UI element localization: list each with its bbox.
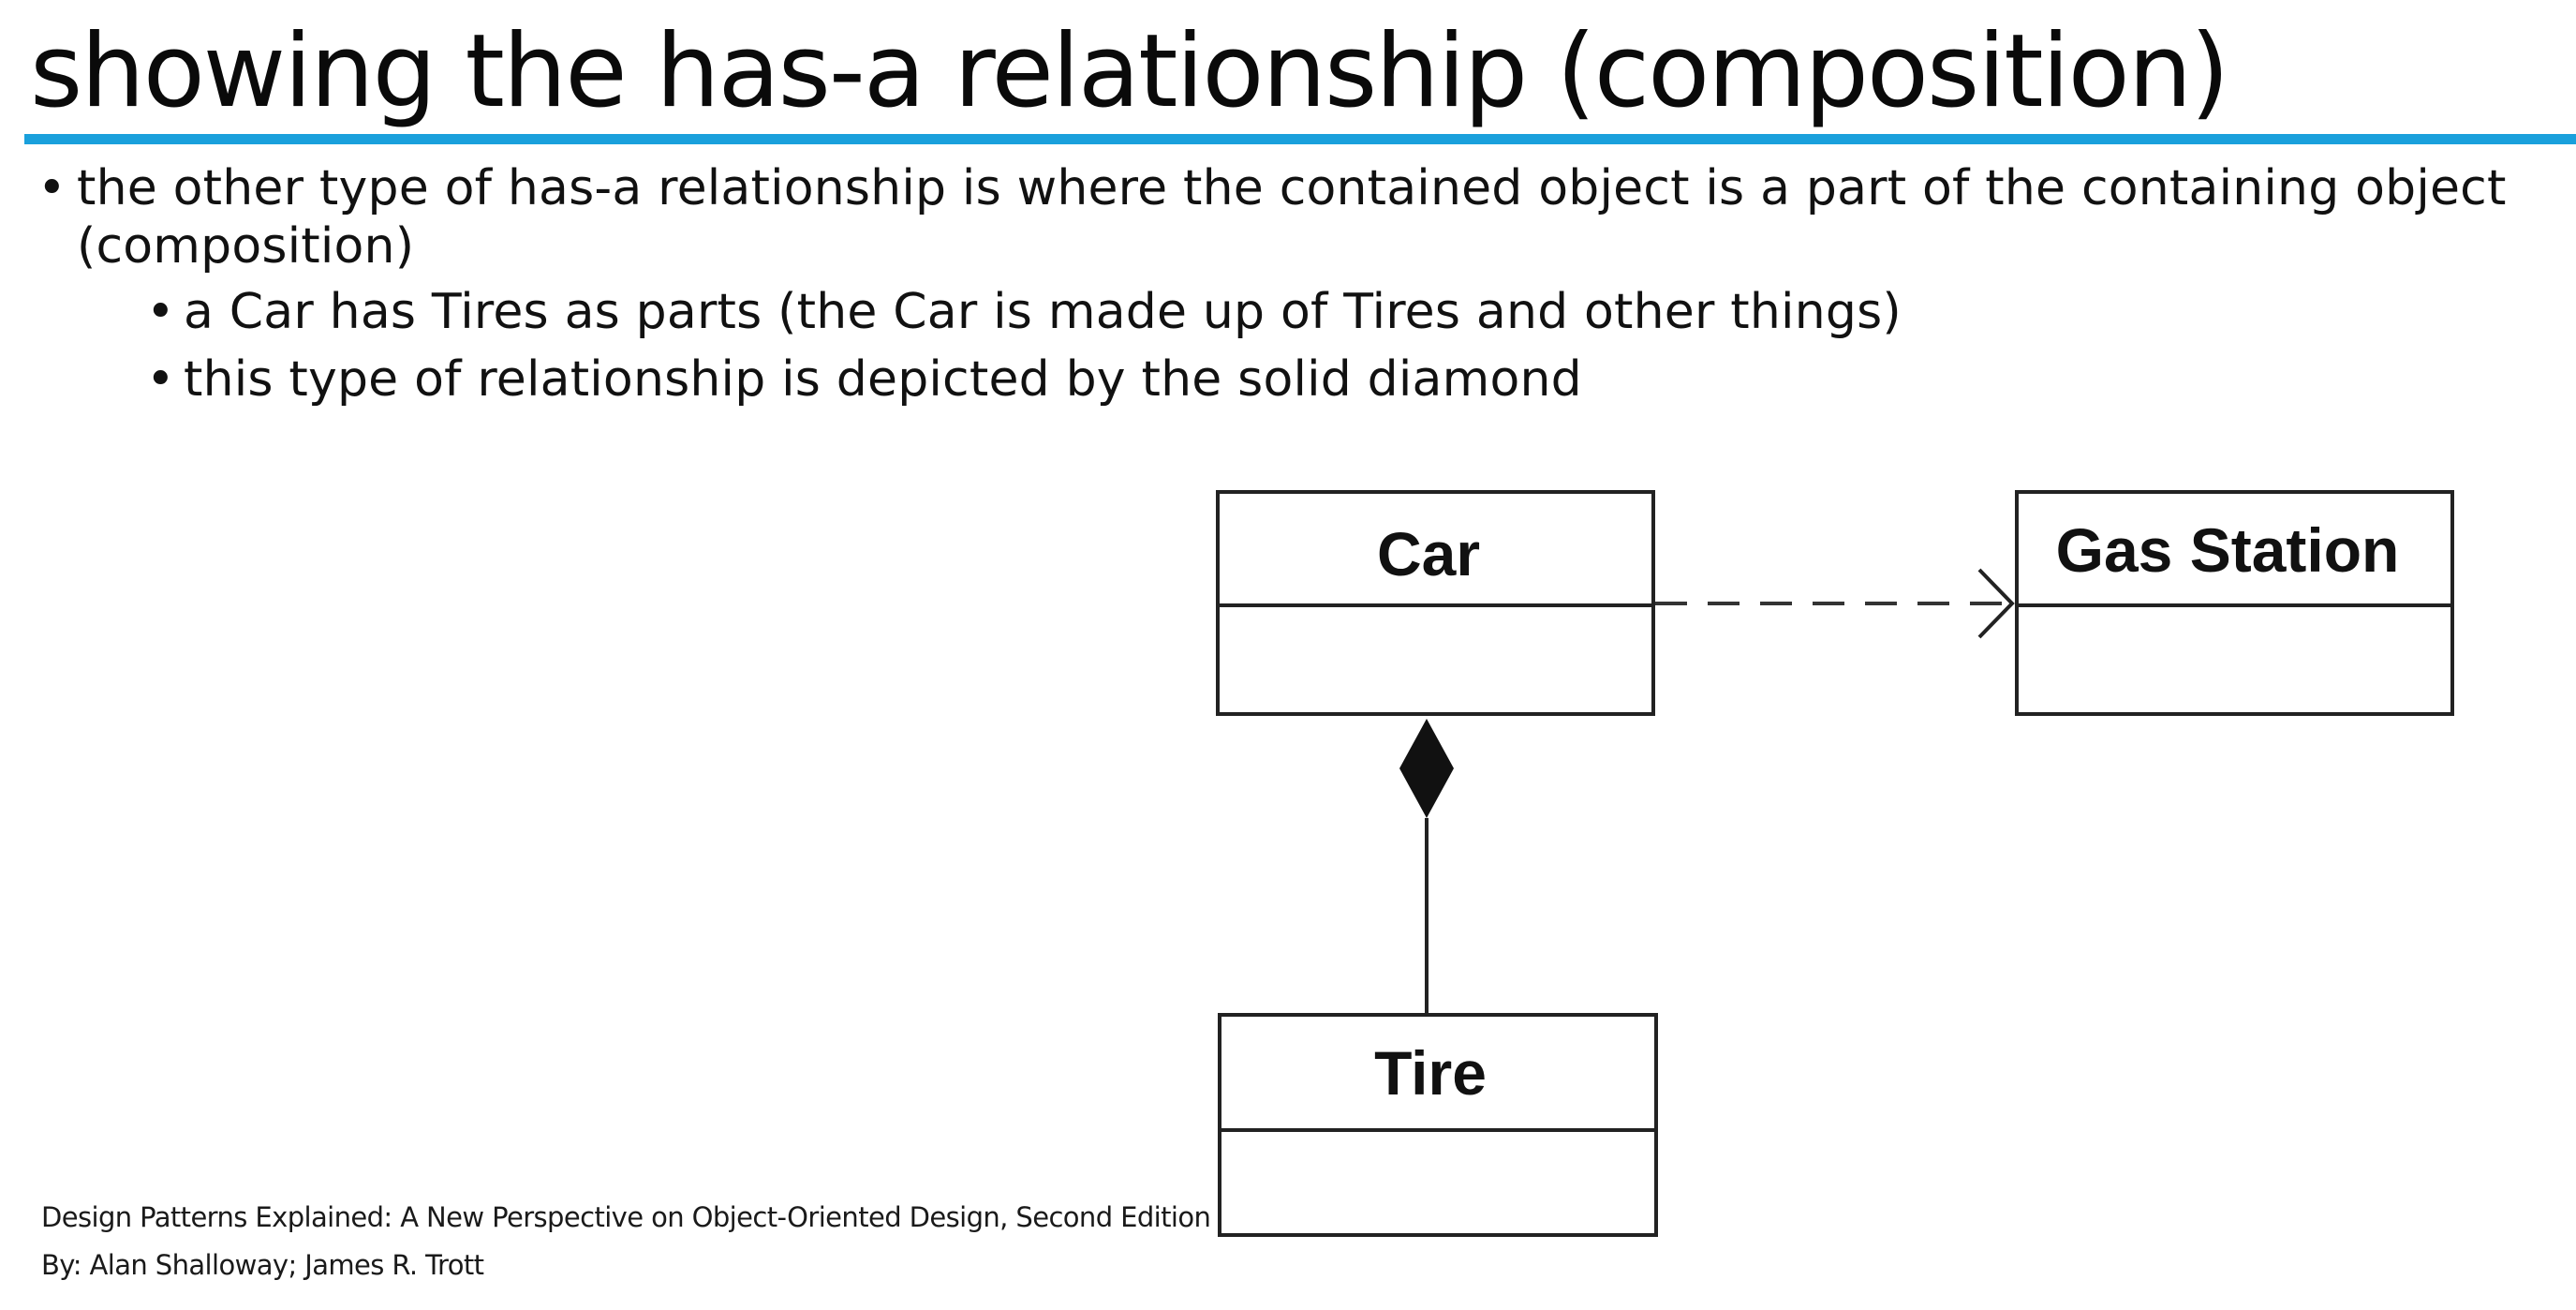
slide-title: showing the has-a relationship (composition) [30, 13, 2228, 130]
sub-bullet-item: • this type of relationship is depicted by the solid diamond [146, 350, 2548, 409]
uml-class-name: Car [1376, 519, 1481, 588]
bullet-text: the other type of has-a relationship is where the contained object is a part of the containing object (composition) [77, 160, 2507, 275]
uml-class-tire [1220, 1015, 1656, 1235]
citation-book: Design Patterns Explained: A New Perspective on Object-Oriented Design, Second Edition [41, 1201, 1211, 1233]
sub-bullet-item: • a Car has Tires as parts (the Car is made up of Tires and other things) [146, 283, 2548, 341]
uml-class-name: Tire [1374, 1038, 1487, 1108]
uml-class-car [1218, 492, 1653, 714]
uml-class-gas-station [2017, 492, 2452, 714]
citation-authors: By: Alan Shalloway; James R. Trott [41, 1249, 484, 1281]
solid-diamond-icon [1399, 719, 1454, 818]
uml-class-name: Gas Station [2055, 515, 2400, 585]
